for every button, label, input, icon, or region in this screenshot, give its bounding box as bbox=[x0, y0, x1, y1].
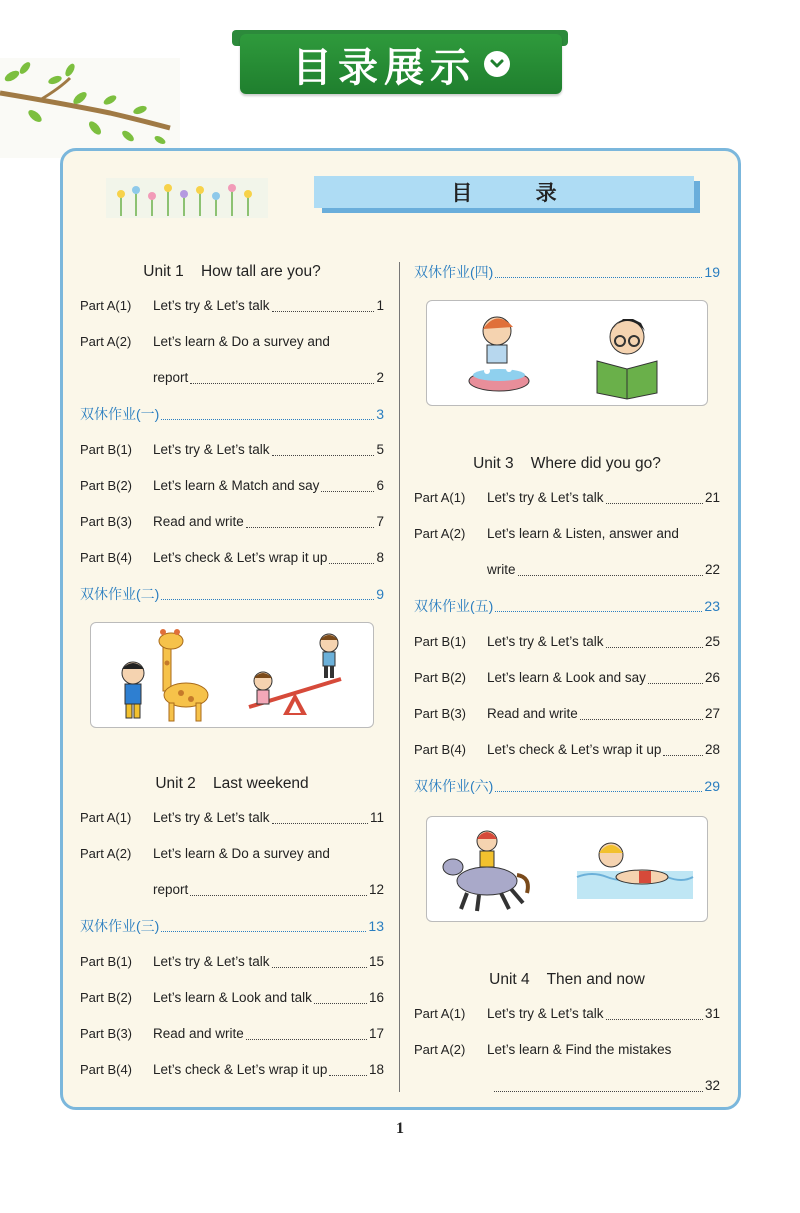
entry-title: Let’s try & Let’s talk bbox=[153, 810, 270, 825]
weekend-homework-link[interactable] bbox=[80, 908, 384, 944]
entry-page: 9 bbox=[376, 586, 384, 602]
toc-entry[interactable] bbox=[80, 1016, 384, 1052]
entry-part: Part B(1) bbox=[414, 634, 467, 649]
entry-page: 32 bbox=[704, 1078, 720, 1093]
entry-page: 17 bbox=[368, 1026, 384, 1041]
weekend-homework-link[interactable] bbox=[414, 256, 720, 288]
page-number: 1 bbox=[396, 1120, 404, 1137]
entry-part: Part A(2) bbox=[80, 846, 132, 861]
weekend-homework-link[interactable] bbox=[414, 768, 720, 804]
unit-heading: Unit 4 Then and now bbox=[489, 971, 645, 988]
entry-page: 5 bbox=[376, 442, 384, 457]
entry-title: Read and write bbox=[153, 514, 244, 529]
toc-entry[interactable] bbox=[414, 996, 720, 1032]
entry-title: Let’s try & Let’s talk bbox=[487, 634, 604, 649]
entry-page: 19 bbox=[704, 264, 720, 280]
toc-entry[interactable] bbox=[80, 324, 384, 360]
toc-entry-continued[interactable] bbox=[414, 1068, 720, 1104]
weekend-homework-link[interactable] bbox=[414, 588, 720, 624]
entry-part: Part B(1) bbox=[80, 954, 133, 969]
entry-page: 22 bbox=[704, 562, 720, 577]
unit-heading: Unit 1 How tall are you? bbox=[143, 263, 321, 280]
entry-page: 1 bbox=[376, 298, 384, 313]
entry-part: Part B(4) bbox=[80, 550, 133, 565]
entry-page: 26 bbox=[704, 670, 720, 685]
entry-title: 双休作业(一) bbox=[80, 406, 160, 422]
entry-part: Part B(2) bbox=[80, 478, 133, 493]
entry-title: Let’s learn & Look and say bbox=[487, 670, 646, 685]
entry-title: Let’s try & Let’s talk bbox=[153, 298, 270, 313]
entry-part: Part B(2) bbox=[80, 990, 133, 1005]
toc-entry[interactable] bbox=[80, 980, 384, 1016]
entry-title: write bbox=[487, 562, 516, 577]
toc-entry[interactable] bbox=[80, 836, 384, 872]
entry-page: 28 bbox=[704, 742, 720, 757]
entry-page: 27 bbox=[704, 706, 720, 721]
entry-title: Let’s learn & Do a survey and bbox=[153, 846, 330, 861]
toc-entry[interactable] bbox=[80, 468, 384, 504]
toc-entry[interactable] bbox=[80, 288, 384, 324]
entry-title: Let’s check & Let’s wrap it up bbox=[487, 742, 662, 757]
entry-part: Part B(1) bbox=[80, 442, 133, 457]
entry-title: Let’s try & Let’s talk bbox=[487, 1006, 604, 1021]
entry-title: Let’s check & Let’s wrap it up bbox=[153, 550, 328, 565]
entry-page: 21 bbox=[704, 490, 720, 505]
entry-part: Part A(1) bbox=[80, 810, 132, 825]
illustration-girl-washing-boy-reading bbox=[426, 300, 708, 406]
entry-title: 双休作业(五) bbox=[414, 598, 494, 614]
weekend-homework-link[interactable] bbox=[80, 396, 384, 432]
toc-entry[interactable] bbox=[80, 432, 384, 468]
flowers-decoration bbox=[106, 178, 268, 218]
entry-part: Part A(1) bbox=[414, 1006, 466, 1021]
entry-part: Part A(2) bbox=[414, 526, 466, 541]
toc-entry[interactable] bbox=[80, 540, 384, 576]
right-column bbox=[414, 256, 720, 1104]
entry-title: Let’s learn & Do a survey and bbox=[153, 334, 330, 349]
entry-page: 8 bbox=[376, 550, 384, 565]
entry-title: 双休作业(六) bbox=[414, 778, 494, 794]
entry-page: 29 bbox=[704, 778, 720, 794]
entry-part: Part A(2) bbox=[414, 1042, 466, 1057]
left-column bbox=[80, 256, 384, 1088]
entry-page: 2 bbox=[376, 370, 384, 385]
chevron-down-icon bbox=[484, 51, 510, 77]
entry-part: Part A(2) bbox=[80, 334, 132, 349]
entry-page: 11 bbox=[369, 810, 384, 825]
entry-part: Part B(3) bbox=[414, 706, 467, 721]
entry-title: Let’s check & Let’s wrap it up bbox=[153, 1062, 328, 1077]
entry-page: 12 bbox=[368, 882, 384, 897]
entry-title: 双休作业(二) bbox=[80, 586, 160, 602]
toc-entry[interactable] bbox=[414, 732, 720, 768]
entry-title: Let’s learn & Find the mistakes bbox=[487, 1042, 672, 1057]
entry-title: Read and write bbox=[487, 706, 578, 721]
unit-heading: Unit 3 Where did you go? bbox=[473, 455, 661, 472]
toc-entry[interactable] bbox=[80, 1052, 384, 1088]
column-divider bbox=[399, 262, 400, 1092]
entry-title: Let’s learn & Listen, answer and bbox=[487, 526, 679, 541]
entry-part: Part B(2) bbox=[414, 670, 467, 685]
toc-entry[interactable] bbox=[414, 480, 720, 516]
entry-page: 15 bbox=[368, 954, 384, 969]
entry-part: Part A(1) bbox=[80, 298, 132, 313]
unit-heading: Unit 2 Last weekend bbox=[155, 775, 309, 792]
toc-entry[interactable] bbox=[414, 696, 720, 732]
entry-title: Let’s try & Let’s talk bbox=[487, 490, 604, 505]
entry-title: 双休作业(三) bbox=[80, 918, 160, 934]
entry-page: 13 bbox=[368, 918, 384, 934]
entry-page: 18 bbox=[368, 1062, 384, 1077]
entry-title: Let’s try & Let’s talk bbox=[153, 954, 270, 969]
entry-page: 16 bbox=[368, 990, 384, 1005]
toc-entry[interactable] bbox=[414, 1032, 720, 1068]
entry-page: 25 bbox=[704, 634, 720, 649]
entry-part: Part B(4) bbox=[80, 1062, 133, 1077]
entry-title: Let’s try & Let’s talk bbox=[153, 442, 270, 457]
entry-title: Read and write bbox=[153, 1026, 244, 1041]
header-banner bbox=[240, 34, 562, 94]
toc-entry[interactable] bbox=[414, 660, 720, 696]
entry-page: 3 bbox=[376, 406, 384, 422]
entry-title: report bbox=[153, 882, 189, 897]
entry-part: Part B(3) bbox=[80, 514, 133, 529]
toc-entry-continued[interactable] bbox=[80, 872, 384, 908]
entry-title: Let’s learn & Look and talk bbox=[153, 990, 312, 1005]
toc-entry[interactable] bbox=[80, 800, 384, 836]
illustration-boy-giraffe-seesaw bbox=[90, 622, 374, 728]
entry-part: Part B(3) bbox=[80, 1026, 133, 1041]
entry-page: 7 bbox=[376, 514, 384, 529]
toc-entry[interactable] bbox=[414, 516, 720, 552]
entry-page: 31 bbox=[704, 1006, 720, 1021]
weekend-homework-link[interactable] bbox=[80, 576, 384, 612]
entry-part: Part A(1) bbox=[414, 490, 466, 505]
entry-page: 23 bbox=[704, 598, 720, 614]
branch-illustration bbox=[0, 58, 180, 158]
entry-title: Let’s learn & Match and say bbox=[153, 478, 320, 493]
entry-part: Part B(4) bbox=[414, 742, 467, 757]
toc-title: 目 录 bbox=[314, 176, 694, 208]
entry-title: 双休作业(四) bbox=[414, 264, 494, 280]
page-title: 目录展示 bbox=[292, 44, 476, 91]
toc-entry-continued[interactable] bbox=[414, 552, 720, 588]
toc-entry[interactable] bbox=[80, 944, 384, 980]
toc-entry-continued[interactable] bbox=[80, 360, 384, 396]
entry-page: 6 bbox=[376, 478, 384, 493]
entry-title: report bbox=[153, 370, 189, 385]
toc-entry[interactable] bbox=[80, 504, 384, 540]
toc-entry[interactable] bbox=[414, 624, 720, 660]
illustration-horse-riding-swimming bbox=[426, 816, 708, 922]
